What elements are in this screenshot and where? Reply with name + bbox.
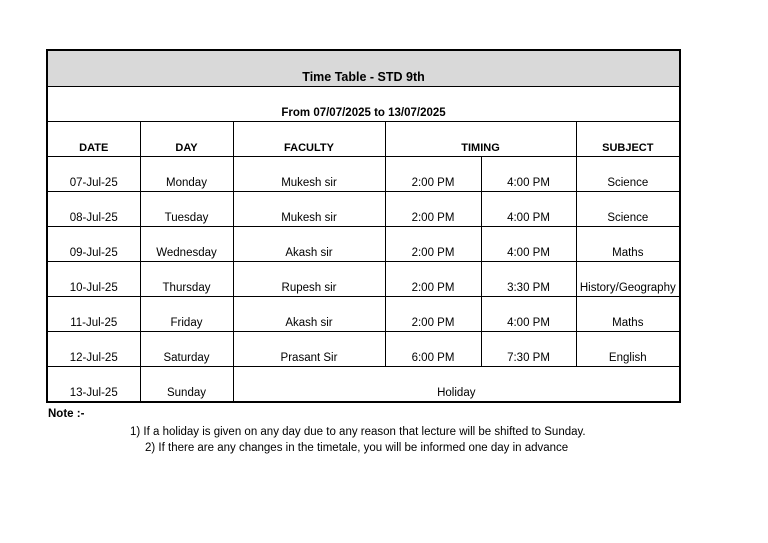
cell-date: 13-Jul-25 <box>47 367 140 403</box>
table-row <box>47 192 680 227</box>
header-row <box>47 122 680 157</box>
header-faculty: FACULTY <box>233 122 385 157</box>
table-row <box>47 157 680 192</box>
cell-faculty: Akash sir <box>233 227 385 262</box>
cell-day: Tuesday <box>140 192 233 227</box>
cell-end-time: 7:30 PM <box>481 332 576 367</box>
cell-subject: Maths <box>576 297 680 332</box>
cell-subject: English <box>576 332 680 367</box>
cell-date: 08-Jul-25 <box>47 192 140 227</box>
cell-date: 11-Jul-25 <box>47 297 140 332</box>
cell-date: 09-Jul-25 <box>47 227 140 262</box>
header-day: DAY <box>140 122 233 157</box>
cell-day: Friday <box>140 297 233 332</box>
header-subject: SUBJECT <box>576 122 680 157</box>
cell-date: 12-Jul-25 <box>47 332 140 367</box>
cell-end-time: 4:00 PM <box>481 192 576 227</box>
cell-subject: History/Geography <box>576 262 680 297</box>
cell-end-time: 4:00 PM <box>481 227 576 262</box>
timetable <box>46 49 681 403</box>
cell-faculty: Akash sir <box>233 297 385 332</box>
cell-day: Saturday <box>140 332 233 367</box>
cell-subject: Maths <box>576 227 680 262</box>
page-title: Time Table - STD 9th <box>47 50 680 87</box>
cell-start-time: 2:00 PM <box>385 157 481 192</box>
cell-end-time: 3:30 PM <box>481 262 576 297</box>
note-line-1: 1) If a holiday is given on any day due to any reason that lecture will be shifted to Sunday. <box>130 426 586 438</box>
table-row <box>47 227 680 262</box>
note-line-2: 2) If there are any changes in the timetale, you will be informed one day in advance <box>145 442 569 454</box>
date-range: From 07/07/2025 to 13/07/2025 <box>47 87 680 122</box>
cell-start-time: 2:00 PM <box>385 297 481 332</box>
cell-day: Monday <box>140 157 233 192</box>
holiday-row <box>47 367 680 403</box>
cell-day: Sunday <box>140 367 233 403</box>
cell-start-time: 6:00 PM <box>385 332 481 367</box>
cell-subject: Science <box>576 192 680 227</box>
table-row <box>47 262 680 297</box>
cell-faculty: Mukesh sir <box>233 157 385 192</box>
title-row <box>47 50 680 87</box>
cell-end-time: 4:00 PM <box>481 157 576 192</box>
cell-day: Wednesday <box>140 227 233 262</box>
header-date: DATE <box>47 122 140 157</box>
cell-subject: Science <box>576 157 680 192</box>
cell-faculty: Prasant Sir <box>233 332 385 367</box>
cell-faculty: Rupesh sir <box>233 262 385 297</box>
table-row <box>47 297 680 332</box>
header-timing: TIMING <box>385 122 576 157</box>
cell-start-time: 2:00 PM <box>385 262 481 297</box>
cell-day: Thursday <box>140 262 233 297</box>
cell-date: 10-Jul-25 <box>47 262 140 297</box>
date-range-row <box>47 87 680 122</box>
cell-end-time: 4:00 PM <box>481 297 576 332</box>
cell-faculty: Mukesh sir <box>233 192 385 227</box>
cell-start-time: 2:00 PM <box>385 192 481 227</box>
note-label: Note :- <box>48 408 85 420</box>
table-row <box>47 332 680 367</box>
holiday-label: Holiday <box>233 367 680 403</box>
cell-date: 07-Jul-25 <box>47 157 140 192</box>
cell-start-time: 2:00 PM <box>385 227 481 262</box>
